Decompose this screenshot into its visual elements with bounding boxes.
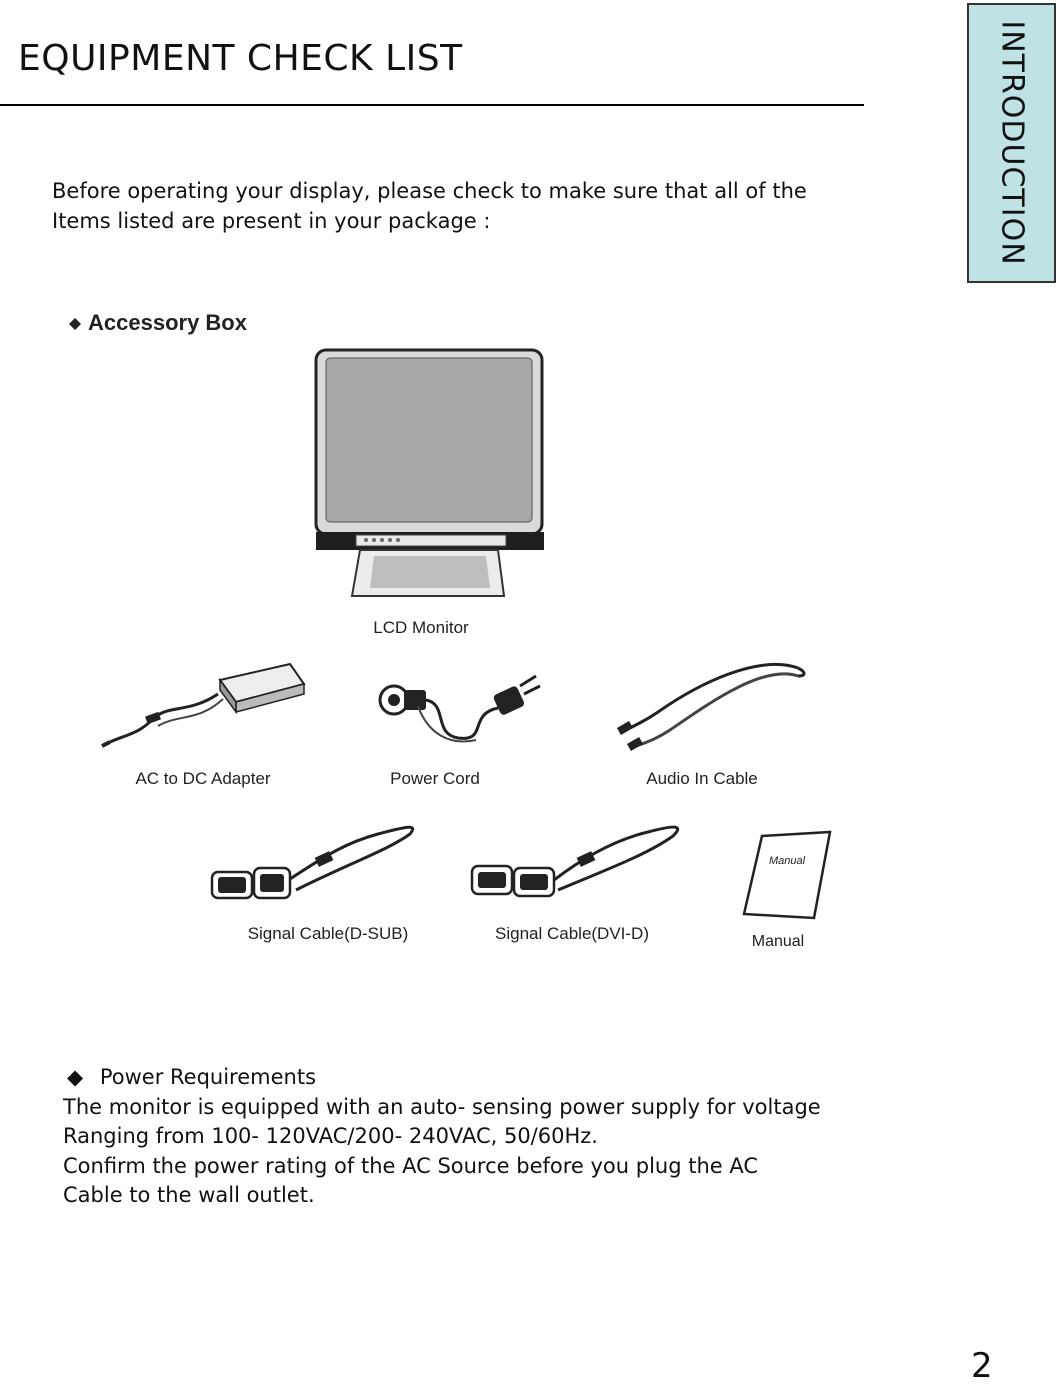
manual-cover-text: Manual — [768, 855, 806, 867]
accessory-box-figure — [58, 294, 832, 960]
lcd-monitor-illustration — [316, 350, 544, 596]
intro-paragraph — [52, 176, 912, 236]
ac-dc-adapter-illustration — [102, 664, 304, 746]
label-manual: Manual — [751, 933, 805, 950]
manual-illustration — [744, 832, 830, 918]
label-dvi-cable: Signal Cable(DVI-D) — [495, 924, 649, 943]
power-heading-row — [63, 1063, 933, 1093]
power-line-3: Confirm the power rating of the AC Source before you plug the AC — [63, 1153, 759, 1178]
page-number: 2 — [971, 1346, 993, 1386]
power-cord-illustration — [380, 676, 540, 742]
label-power-cord: Power Cord — [390, 769, 480, 788]
power-line-1: The monitor is equipped with an auto- sensing power supply for voltage — [63, 1094, 821, 1119]
dsub-cable-illustration — [212, 827, 413, 898]
power-line-4: Cable to the wall outlet. — [63, 1183, 315, 1207]
intro-line-1: Before operating your display, please check to make sure that all of the — [52, 179, 807, 203]
title-divider — [0, 104, 864, 106]
section-tab-introduction — [967, 3, 1056, 283]
power-requirements — [63, 1063, 933, 1211]
power-heading: Power Requirements — [99, 1065, 317, 1089]
label-audio-cable: Audio In Cable — [646, 769, 758, 788]
diamond-bullet-icon: ◆ — [67, 1065, 84, 1089]
figure-heading: Accessory Box — [88, 310, 247, 335]
dvi-cable-illustration — [472, 827, 678, 896]
intro-line-2: Items listed are present in your package : — [52, 209, 491, 233]
label-lcd-monitor: LCD Monitor — [373, 618, 469, 637]
label-dsub-cable: Signal Cable(D-SUB) — [247, 924, 409, 943]
power-line-2: Ranging from 100- 120VAC/200- 240VAC, 50/60Hz. — [63, 1124, 598, 1148]
section-tab-label: INTRODUCTION — [994, 20, 1029, 266]
audio-cable-illustration — [617, 664, 804, 751]
page-title: EQUIPMENT CHECK LIST — [18, 38, 463, 79]
label-ac-dc-adapter: AC to DC Adapter — [135, 769, 271, 788]
diamond-bullet-icon — [69, 318, 81, 330]
